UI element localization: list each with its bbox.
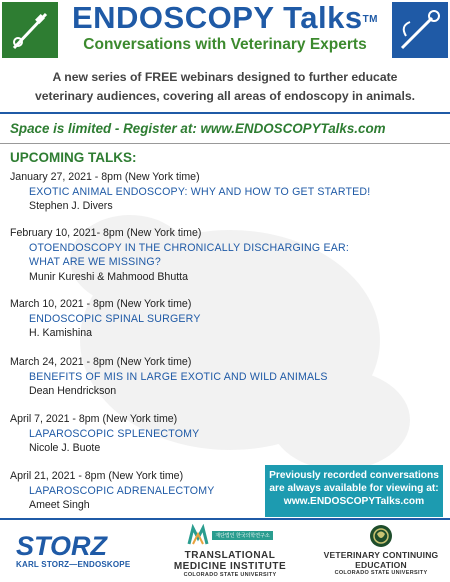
divider bbox=[0, 112, 450, 114]
page-title bbox=[62, 0, 388, 36]
talk-title-line: LAPAROSCOPIC ADRENALECTOMY bbox=[29, 484, 215, 497]
tmi-emblem-icon bbox=[187, 524, 209, 546]
vce-line: EDUCATION bbox=[355, 560, 407, 570]
talk-title-line: EXOTIC ANIMAL ENDOSCOPY: WHY AND HOW TO GET STARTED! bbox=[29, 185, 371, 198]
talk-title-line: BENEFITS OF MIS IN LARGE EXOTIC AND WILD ANIMALS bbox=[29, 370, 328, 383]
talk-speaker: Ameet Singh bbox=[29, 499, 90, 511]
talk-speaker: Dean Hendrickson bbox=[29, 385, 117, 397]
talk-speaker: H. Kamishina bbox=[29, 327, 92, 339]
talk-speaker: Nicole J. Buote bbox=[29, 442, 101, 454]
talk-item bbox=[10, 170, 440, 214]
talk-date: April 7, 2021 - 8pm (New York time) bbox=[10, 413, 178, 425]
storz-wordmark: STORZ bbox=[16, 531, 108, 561]
recorded-callout[interactable] bbox=[265, 465, 443, 517]
talk-date: April 21, 2021 - 8pm (New York time) bbox=[10, 470, 184, 482]
talk-date: February 10, 2021- 8pm (New York time) bbox=[10, 227, 202, 239]
talk-title[interactable] bbox=[10, 241, 440, 270]
talk-title[interactable] bbox=[10, 370, 440, 385]
header bbox=[0, 0, 450, 60]
callout-link[interactable]: www.ENDOSCOPYTalks.com bbox=[283, 496, 425, 507]
vce-logo bbox=[316, 524, 446, 576]
tmi-logo bbox=[165, 522, 295, 578]
divider bbox=[0, 143, 450, 144]
talk-title[interactable] bbox=[10, 185, 440, 200]
tmi-line: COLORADO STATE UNIVERSITY bbox=[183, 572, 277, 578]
talk-item bbox=[10, 355, 440, 399]
intro-line: A new series of FREE webinars designed to further educate bbox=[52, 70, 398, 84]
callout-line: are always available for viewing at: bbox=[269, 483, 439, 494]
talk-title[interactable] bbox=[10, 312, 440, 327]
talk-date: March 10, 2021 - 8pm (New York time) bbox=[10, 298, 192, 310]
endoscope-icon bbox=[392, 2, 448, 58]
register-link[interactable]: Space is limited - Register at: www.ENDOSCOPYTalks.com bbox=[10, 121, 386, 136]
talk-title-line: LAPAROSCOPIC SPLENECTOMY bbox=[29, 427, 200, 440]
talk-title-line: OTOENDOSCOPY IN THE CHRONICALLY DISCHARGING EAR: bbox=[29, 241, 350, 254]
storz-tagline: KARL STORZ—ENDOSKOPE bbox=[16, 560, 131, 569]
callout-line: Previously recorded conversations bbox=[269, 470, 439, 481]
intro-line: veterinary audiences, covering all areas of endoscopy in animals. bbox=[35, 89, 415, 103]
talk-item bbox=[10, 226, 440, 284]
talk-title-line: WHAT ARE WE MISSING? bbox=[29, 256, 161, 268]
sponsor-footer bbox=[0, 522, 450, 582]
storz-logo bbox=[16, 532, 136, 569]
talk-title-line: ENDOSCOPIC SPINAL SURGERY bbox=[29, 312, 201, 325]
talk-item bbox=[10, 412, 440, 456]
endoscope-icon bbox=[2, 2, 58, 58]
tmi-korean-label: 재단법인 한국의학연구소 bbox=[212, 531, 273, 540]
csu-ram-seal-icon bbox=[369, 524, 393, 548]
tmi-line: TRANSLATIONAL bbox=[184, 550, 276, 561]
talk-date: March 24, 2021 - 8pm (New York time) bbox=[10, 356, 192, 368]
trademark-mark: TM bbox=[362, 14, 379, 25]
upcoming-heading: UPCOMING TALKS: bbox=[10, 150, 137, 165]
tmi-line: MEDICINE INSTITUTE bbox=[173, 561, 287, 572]
talk-item bbox=[10, 297, 440, 341]
talk-speaker: Munir Kureshi & Mahmood Bhutta bbox=[29, 270, 188, 283]
intro-text bbox=[10, 68, 440, 106]
divider bbox=[0, 518, 450, 520]
page-subtitle: Conversations with Veterinary Experts bbox=[83, 36, 367, 53]
talk-speaker: Stephen J. Divers bbox=[29, 200, 113, 212]
talk-date: January 27, 2021 - 8pm (New York time) bbox=[10, 171, 200, 183]
vce-line: VETERINARY CONTINUING bbox=[323, 550, 439, 560]
vce-seal bbox=[316, 524, 446, 548]
tmi-mark bbox=[165, 522, 295, 548]
vce-line: COLORADO STATE UNIVERSITY bbox=[334, 570, 428, 576]
title-text: ENDOSCOPY Talks bbox=[71, 0, 363, 35]
talk-title[interactable] bbox=[10, 427, 440, 442]
